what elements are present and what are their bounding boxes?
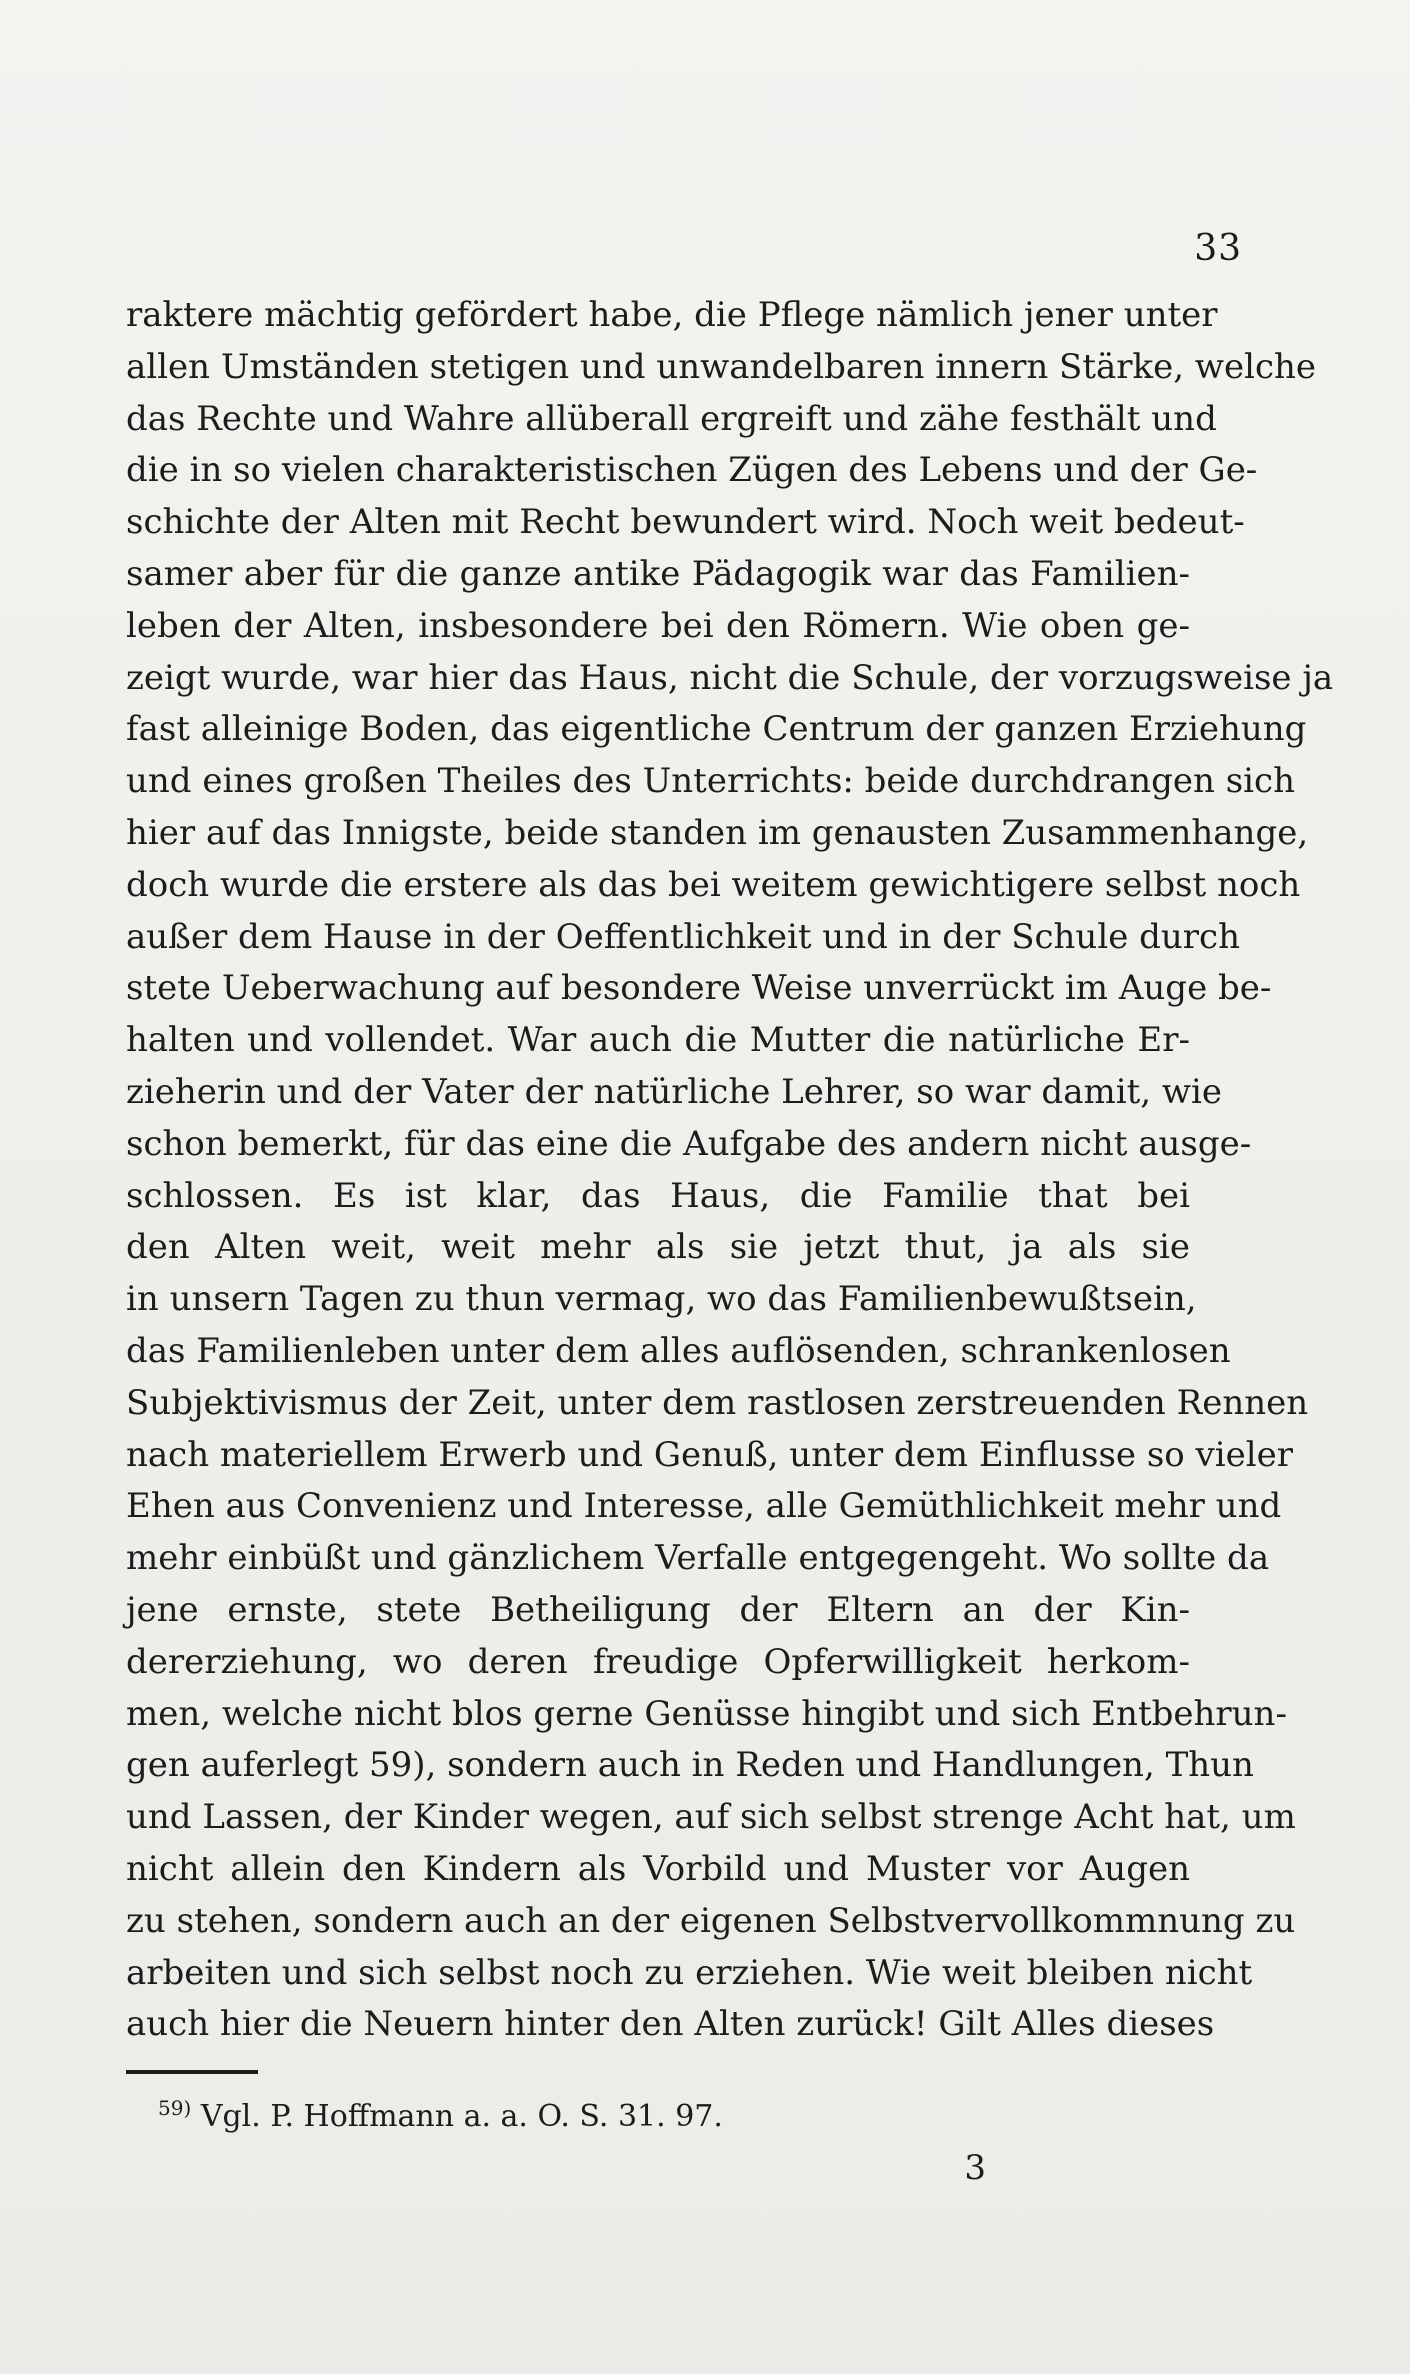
text-line: men, welche nicht blos gerne Genüsse hingibt und sich Entbehrun- (126, 1693, 1287, 1734)
text-line: nach materiellem Erwerb und Genuß, unter dem Einflusse so vieler (126, 1434, 1294, 1475)
text-line: außer dem Hause in der Oeffentlichkeit und in der Schule durch (126, 916, 1240, 957)
text-line: das Familienleben unter dem alles auflösenden, schrankenlosen (126, 1330, 1231, 1371)
footnote-rule (126, 2070, 258, 2074)
text-line: zeigt wurde, war hier das Haus, nicht die Schule, der vorzugsweise ja (126, 657, 1334, 698)
text-line: jene ernste, stete Betheiligung der Eltern an der Kin- (126, 1589, 1190, 1630)
text-line: in unsern Tagen zu thun vermag, wo das Familienbewußtsein, (126, 1279, 1197, 1320)
text-line: fast alleinige Boden, das eigentliche Centrum der ganzen Erziehung (126, 709, 1307, 750)
text-line: stete Ueberwachung auf besondere Weise unverrückt im Auge be- (126, 968, 1272, 1009)
text-line: mehr einbüßt und gänzlichem Verfalle entgegengeht. Wo sollte da (126, 1538, 1270, 1579)
text-line: samer aber für die ganze antike Pädagogik war das Familien- (126, 553, 1190, 594)
text-line: und eines großen Theiles des Unterrichts: beide durchdrangen sich (126, 761, 1295, 802)
text-line: halten und vollendet. War auch die Mutter die natürliche Er- (126, 1020, 1190, 1061)
text-line: schon bemerkt, für das eine die Aufgabe des andern nicht ausge- (126, 1123, 1252, 1164)
text-line: schichte der Alten mit Recht bewundert wird. Noch weit bedeut- (126, 502, 1245, 543)
text-line: zieherin und der Vater der natürliche Lehrer, so war damit, wie (126, 1071, 1222, 1112)
text-line: die in so vielen charakteristischen Zügen des Lebens und der Ge- (126, 450, 1258, 491)
text-line: den Alten weit, weit mehr als sie jetzt thut, ja als sie (126, 1227, 1190, 1268)
signature-mark: 3 (964, 2148, 986, 2188)
text-line: arbeiten und sich selbst noch zu erziehen. Wie weit bleiben nicht (126, 1952, 1253, 1993)
text-line: zu stehen, sondern auch an der eigenen Selbstvervollkommnung zu (126, 1900, 1296, 1941)
text-line: Subjektivismus der Zeit, unter dem rastlosen zerstreuenden Rennen (126, 1382, 1309, 1423)
page-number: 33 (1194, 228, 1242, 269)
footnote (158, 2096, 723, 2134)
text-line: raktere mächtig gefördert habe, die Pflege nämlich jener unter (126, 295, 1218, 335)
text-line: schlossen. Es ist klar, das Haus, die Familie that bei (126, 1175, 1190, 1216)
footnote-marker: 59) (158, 2096, 192, 2120)
text-line: hier auf das Innigste, beide standen im genausten Zusammenhange, (126, 812, 1309, 853)
text-line: doch wurde die erstere als das bei weitem gewichtigere selbst noch (126, 864, 1301, 905)
text-line: auch hier die Neuern hinter den Alten zurück! Gilt Alles dieses (126, 2004, 1215, 2045)
text-line: leben der Alten, insbesondere bei den Römern. Wie oben ge- (126, 605, 1190, 646)
text-line: und Lassen, der Kinder wegen, auf sich selbst strenge Acht hat, um (126, 1797, 1296, 1838)
text-line: gen auferlegt 59), sondern auch in Reden und Handlungen, Thun (126, 1745, 1254, 1786)
text-line: nicht allein den Kindern als Vorbild und Muster vor Augen (126, 1848, 1190, 1889)
text-line: das Rechte und Wahre allüberall ergreift und zähe festhält und (126, 398, 1217, 439)
footnote-text: Vgl. P. Hoffmann a. a. O. S. 31. 97. (200, 2099, 723, 2134)
body-text (126, 290, 1334, 2051)
text-line: dererziehung, wo deren freudige Opferwilligkeit herkom- (126, 1641, 1190, 1682)
text-line: allen Umständen stetigen und unwandelbaren innern Stärke, welche (126, 346, 1316, 387)
text-line: Ehen aus Convenienz und Interesse, alle Gemüthlichkeit mehr und (126, 1486, 1282, 1527)
